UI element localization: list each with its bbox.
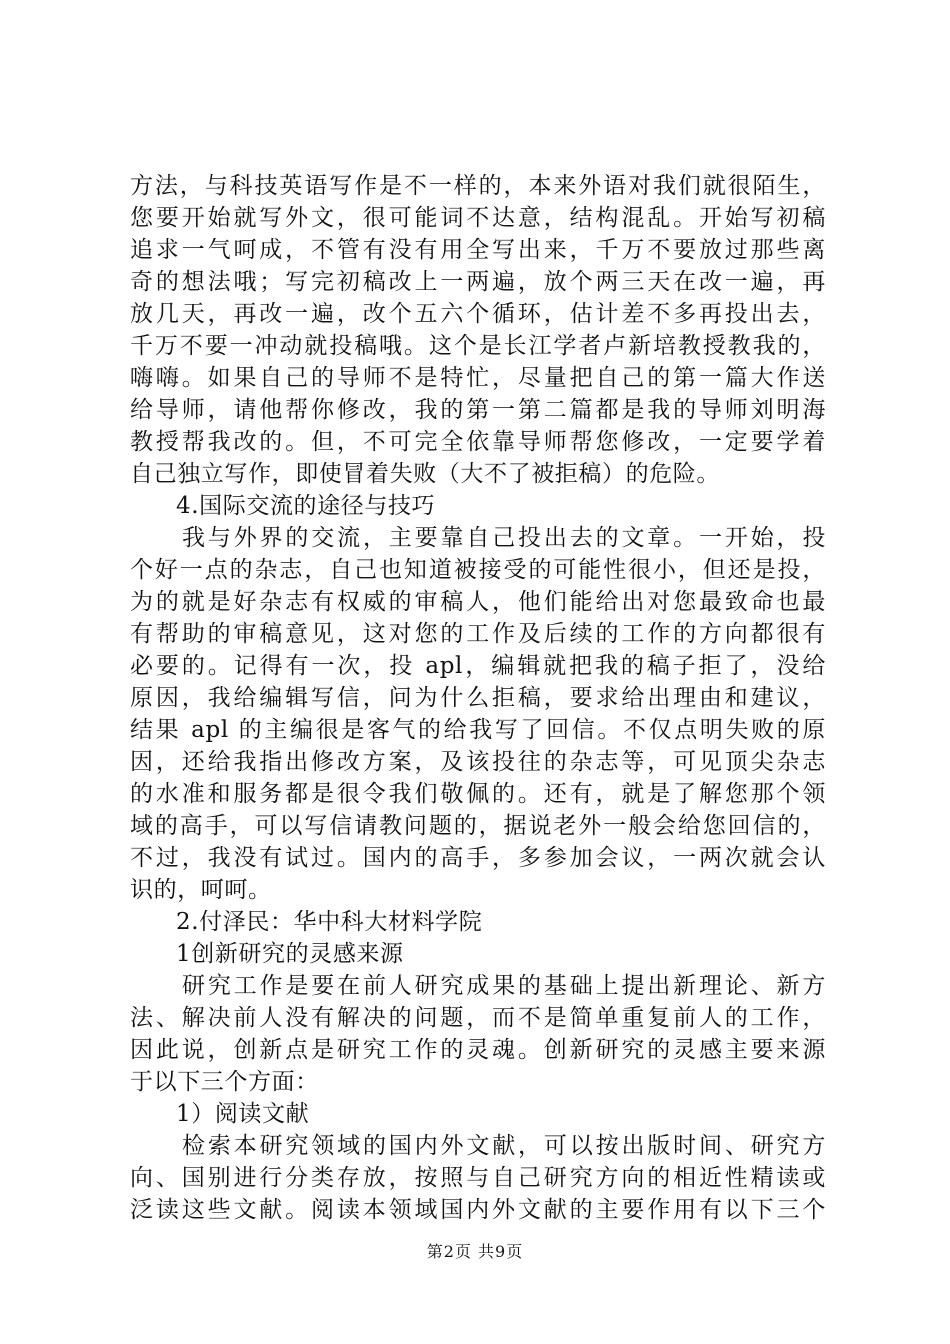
text-line: 泛读这些文献。阅读本领域国内外文献的主要作用有以下三个 xyxy=(130,1197,826,1223)
text-line: 法、解决前人没有解决的问题，而不是简单重复前人的工作， xyxy=(130,1005,826,1031)
text-line: 1）阅读文献 xyxy=(176,1101,310,1127)
text-line: 因此说，创新点是研究工作的灵魂。创新研究的灵感主要来源 xyxy=(130,1037,826,1063)
text-line: 必要的。记得有一次，投 apl，编辑就把我的稿子拒了，没给 xyxy=(130,653,826,679)
text-line: 域的高手，可以写信请教问题的，据说老外一般会给您回信的， xyxy=(130,813,826,839)
text-line: 放几天，再改一遍，改个五六个循环，估计差不多再投出去， xyxy=(130,301,826,327)
text-line: 于以下三个方面： xyxy=(130,1069,319,1095)
text-line: 我与外界的交流，主要靠自己投出去的文章。一开始，投 xyxy=(182,525,826,551)
text-line: 1创新研究的灵感来源 xyxy=(176,941,404,967)
text-line: 追求一气呵成，不管有没有用全写出来，千万不要放过那些离 xyxy=(130,237,826,263)
text-line: 嗨嗨。如果自己的导师不是特忙，尽量把自己的第一篇大作送 xyxy=(130,365,826,391)
text-line: 识的，呵呵。 xyxy=(130,877,272,903)
text-line: 有帮助的审稿意见，这对您的工作及后续的工作的方向都很有 xyxy=(130,621,826,647)
text-line: 4.国际交流的途径与技巧 xyxy=(176,493,436,519)
text-line: 检索本研究领域的国内外文献，可以按出版时间、研究方 xyxy=(182,1133,826,1159)
text-line: 教授帮我改的。但，不可完全依靠导师帮您修改，一定要学着 xyxy=(130,429,826,455)
text-line: 您要开始就写外文，很可能词不达意，结构混乱。开始写初稿 xyxy=(130,205,826,231)
text-line: 方法，与科技英语写作是不一样的，本来外语对我们就很陌生， xyxy=(130,173,826,199)
body-text xyxy=(130,170,826,1226)
text-line: 给导师，请他帮你修改，我的第一第二篇都是我的导师刘明海 xyxy=(130,397,826,423)
text-line: 向、国别进行分类存放，按照与自己研究方向的相近性精读或 xyxy=(130,1165,826,1191)
text-line: 研究工作是要在前人研究成果的基础上提出新理论、新方 xyxy=(182,973,826,999)
text-line: 个好一点的杂志，自己也知道被接受的可能性很小，但还是投， xyxy=(130,557,826,583)
text-line: 原因，我给编辑写信，问为什么拒稿，要求给出理由和建议， xyxy=(130,685,826,711)
text-line: 不过，我没有试过。国内的高手，多参加会议，一两次就会认 xyxy=(130,845,826,871)
text-line: 2.付泽民：华中科大材料学院 xyxy=(176,909,483,935)
text-line: 的水准和服务都是很令我们敬佩的。还有，就是了解您那个领 xyxy=(130,781,826,807)
text-line: 结果 apl 的主编很是客气的给我写了回信。不仅点明失败的原 xyxy=(130,717,826,743)
page-footer: 第2页 共9页 xyxy=(426,1242,524,1261)
text-line: 千万不要一冲动就投稿哦。这个是长江学者卢新培教授教我的， xyxy=(130,333,826,359)
text-line: 为的就是好杂志有权威的审稿人，他们能给出对您最致命也最 xyxy=(130,589,826,615)
text-line: 奇的想法哦；写完初稿改上一两遍，放个两三天在改一遍，再 xyxy=(130,269,826,295)
text-line: 自己独立写作，即使冒着失败（大不了被拒稿）的危险。 xyxy=(130,461,720,487)
text-line: 因，还给我指出修改方案，及该投往的杂志等，可见顶尖杂志 xyxy=(130,749,826,775)
